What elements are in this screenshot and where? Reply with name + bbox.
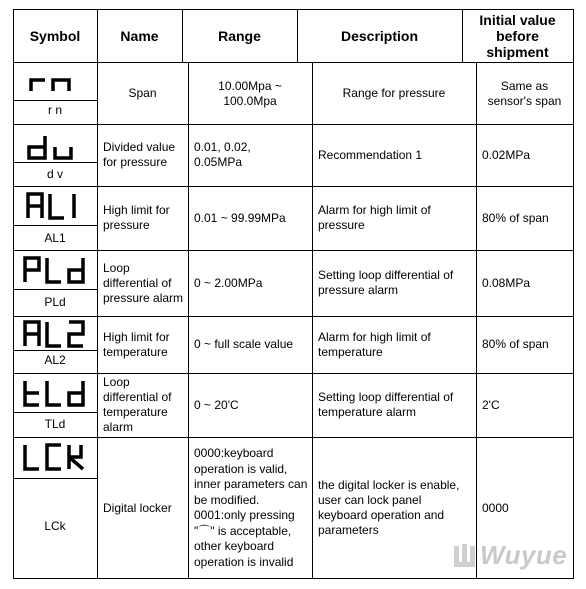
range-cell: 0 ~ 2.00MPa (194, 275, 263, 290)
initial-value-cell: Same as sensor's span (487, 78, 562, 108)
range-cell: 0.01 ~ 99.99MPa (194, 210, 286, 225)
brand-watermark (452, 540, 567, 571)
range-cell: 0 ~ full scale value (194, 337, 294, 351)
seven-seg-pld-icon (21, 256, 89, 284)
header-description: Description (340, 28, 418, 44)
seven-seg-al2-icon (21, 320, 89, 348)
symbol-code: d v (46, 167, 63, 181)
initial-value-cell: 0.08MPa (482, 275, 531, 290)
header-initial-value: Initial value before shipment (479, 12, 556, 60)
header-name: Name (120, 28, 159, 44)
seven-seg-al1-icon (24, 192, 86, 220)
initial-value-cell: 80% of span (482, 337, 549, 351)
range-cell: 0 ~ 20'C (194, 397, 239, 412)
header-symbol: Symbol (29, 28, 81, 44)
seven-seg-tld-icon (21, 379, 89, 407)
initial-value-cell: 80% of span (482, 210, 549, 225)
brand-logo-icon (452, 542, 478, 570)
description-cell: Alarm for high limit of temperature (318, 329, 431, 359)
description-cell: Alarm for high limit of pressure (318, 203, 431, 232)
range-cell: 0.01, 0.02, 0.05MPa (194, 140, 251, 169)
brand-watermark-text: Wuyue (480, 540, 568, 570)
symbol-cell-dv (13, 124, 97, 186)
initial-value-cell: 0.02MPa (482, 147, 531, 162)
range-cell: 10.00Mpa ~ 100.0Mpa (218, 78, 282, 108)
header-range: Range (218, 28, 261, 44)
seven-seg-dv-icon (23, 134, 87, 160)
description-cell: the digital locker is enable, user can lock panel keyboard operation and parameters (318, 478, 460, 537)
symbol-cell-al1 (13, 186, 97, 250)
symbol-code: TLd (44, 417, 66, 431)
seven-seg-rn-icon (25, 71, 85, 93)
description-cell: Setting loop differential of temperature alarm (318, 390, 454, 419)
symbol-cell-pld (13, 250, 97, 316)
symbol-code: LCk (44, 519, 66, 533)
description-cell: Recommendation 1 (318, 147, 423, 162)
seven-seg-lck-icon (21, 443, 89, 471)
symbol-cell-al2 (13, 316, 97, 373)
symbol-cell-rn (13, 63, 97, 124)
symbol-cell-tld (13, 373, 97, 437)
symbol-code: AL1 (44, 231, 66, 245)
name-cell: Loop differential of pressure alarm (103, 260, 184, 305)
name-cell: High limit for pressure (103, 203, 170, 232)
symbol-code: r n (47, 103, 62, 117)
name-cell: Divided value for pressure (103, 140, 176, 169)
initial-value-cell: 2'C (482, 397, 500, 412)
name-cell: Loop differential of temperature alarm (103, 375, 172, 434)
symbol-cell-lck (13, 437, 97, 579)
symbol-code: AL2 (44, 353, 66, 367)
symbol-code: PLd (44, 295, 66, 309)
initial-value-cell: 0000 (482, 500, 509, 515)
name-cell: Span (128, 86, 157, 100)
name-cell: High limit for temperature (103, 329, 170, 359)
description-cell: Setting loop differential of pressure alarm (318, 268, 454, 297)
description-cell: Range for pressure (342, 86, 446, 100)
name-cell: Digital locker (103, 500, 172, 515)
range-cell: 0000:keyboard operation is valid, inner parameters can be modified. 0001:only pressing "⌒" is acceptable, other keyboard operation is invalid (194, 446, 308, 569)
